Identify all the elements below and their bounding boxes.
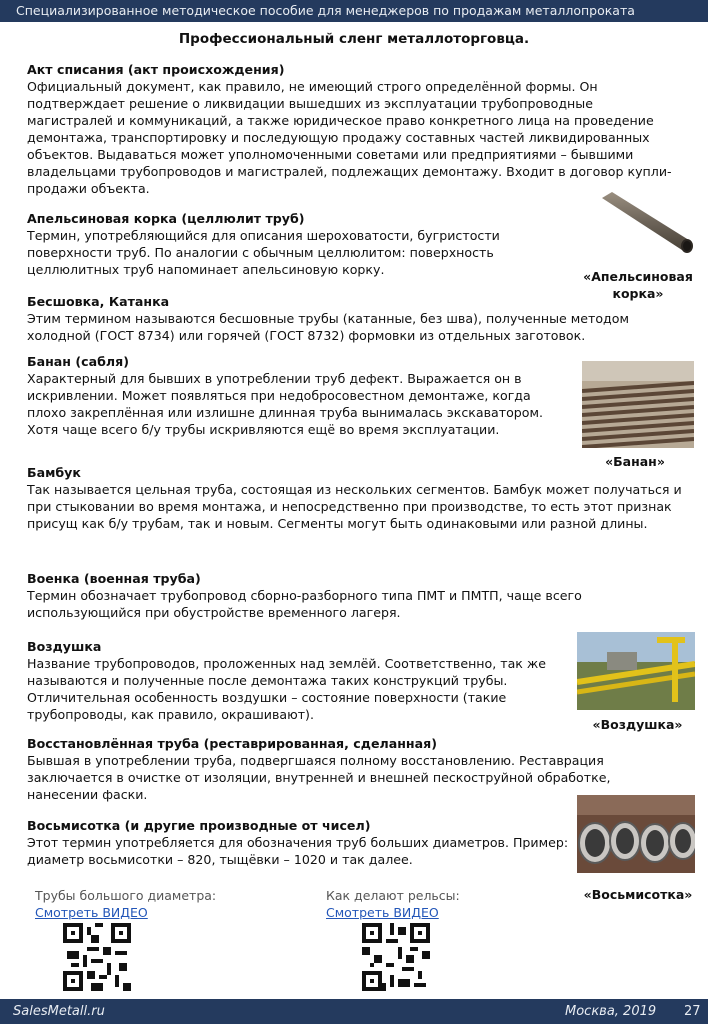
qr-code-rails[interactable] — [362, 923, 430, 995]
entry-vozdushka — [27, 638, 572, 723]
footer-city-year: Москва, 2019 — [565, 1004, 657, 1019]
entry-definition: Этот термин употребляется для обозначения труб больших диаметров. Пример: диаметр восьмисотки – 820, тыщёвки – 1020 и так далее. — [27, 835, 569, 867]
entry-term: Воздушка — [27, 639, 102, 654]
banana-pipes-image — [582, 361, 694, 448]
entry-voenka — [27, 570, 667, 621]
entry-term: Восстановлённая труба (реставрированная, сделанная) — [27, 736, 437, 751]
entry-definition: Этим термином называются бесшовные трубы (катанные, без шва), полученные методом холодной (ГОСТ 8734) или горячей (ГОСТ 8732) формовки из отдельных заготовок. — [27, 311, 629, 343]
entry-term: Акт списания (акт происхождения) — [27, 62, 285, 77]
video-label: Трубы большого диаметра: — [35, 888, 217, 903]
entry-banan — [27, 353, 572, 438]
orange-peel-pipe-image — [598, 190, 696, 260]
watch-video-link[interactable]: Смотреть ВИДЕО — [35, 905, 148, 920]
header-subtitle: Специализированное методическое пособие для менеджеров по продажам металлопроката — [16, 3, 635, 18]
vosmisotka-image — [577, 795, 695, 873]
entry-term: Военка (военная труба) — [27, 571, 201, 586]
entry-term: Бамбук — [27, 465, 81, 480]
entry-definition: Название трубопроводов, проложенных над землёй. Соответственно, так же называются и полученные после демонтажа таких конструкций трубы. Отличительная особенность воздушки – состояние поверхности (такие трубопроводы, как правило, окрашивают). — [27, 656, 547, 722]
entry-definition: Характерный для бывших в употреблении труб дефект. Выражается он в искривлении. Может появляться при недобросовестном демонтаже, когда плохо закреплённая или излишне длинная труба вынималась экскаватором. Хотя чаще всего б/у трубы искривляются ещё во время эксплуатации. — [27, 371, 543, 437]
watch-video-link[interactable]: Смотреть ВИДЕО — [326, 905, 439, 920]
entry-definition: Термин обозначает трубопровод сборно-разборного типа ПМТ и ПМТП, чаще всего использующийся при обустройстве временного лагеря. — [27, 588, 582, 620]
caption-vosmisotka: «Восьмисотка» — [583, 887, 693, 902]
entry-akt-spisaniya — [27, 61, 677, 197]
entry-definition: Официальный документ, как правило, не имеющий строго определённой формы. Он подтверждает решение о ликвидации вышедших из эксплуатации трубопроводные магистралей и коммуникаций, а также юридическое право конкретного лица на проведение демонтажа, транспортировку и последующую продажу составных частей ликвидированных объектов. Выдаваться может уполномоченными советами или предприятиями – бывшими владельцами трубопроводов и магистралей, подлежащих демонтажу. Входит в договор купли-продажи объекта. — [27, 79, 672, 196]
entry-term: Апельсиновая корка (целлюлит труб) — [27, 211, 305, 226]
entry-definition: Так называется цельная труба, состоящая из нескольких сегментов. Бамбук может получаться и при стыковании во время монтажа, и непосредственно при производстве, то есть этот признак присущ как б/у трубам, так и новым. Сегменты могут быть одинаковыми или разной длины. — [27, 482, 682, 531]
header-bar — [0, 0, 708, 22]
entry-apelsinovaya-korka — [27, 210, 552, 278]
caption-vozdushka: «Воздушка» — [592, 717, 683, 732]
video-block-pipes — [35, 887, 216, 921]
video-block-rails — [326, 887, 460, 921]
entry-bambuk — [27, 464, 695, 532]
entry-term: Бесшовка, Катанка — [27, 294, 170, 309]
entry-term: Банан (сабля) — [27, 354, 129, 369]
page-number: 27 — [684, 1004, 701, 1019]
vozdushka-image — [577, 632, 695, 710]
entry-definition: Бывшая в употреблении труба, подвергшаяся полному восстановлению. Реставрация заключается в очистке от изоляции, внутренней и внешней пескоструйной обработке, нанесении фаски. — [27, 753, 611, 802]
entry-definition: Термин, употребляющийся для описания шероховатости, бугристости поверхности труб. По аналогии с обычным целлюлитом: поверхность целлюлитных труб напоминает апельсиновую корку. — [27, 228, 500, 277]
footer-bar — [0, 999, 708, 1024]
caption-banana: «Банан» — [605, 454, 665, 469]
qr-code-pipes[interactable] — [63, 923, 131, 995]
caption-orange-peel: «Апельсиновая корка» — [583, 269, 693, 301]
page-title: Профессиональный сленг металлоторговца. — [178, 31, 530, 47]
entry-vosmisotka — [27, 817, 572, 868]
entry-term: Восьмисотка (и другие производные от чисел) — [27, 818, 371, 833]
entry-vosstanovlennaya — [27, 735, 667, 803]
footer-site: SalesMetall.ru — [13, 1004, 105, 1019]
video-label: Как делают рельсы: — [326, 888, 460, 903]
